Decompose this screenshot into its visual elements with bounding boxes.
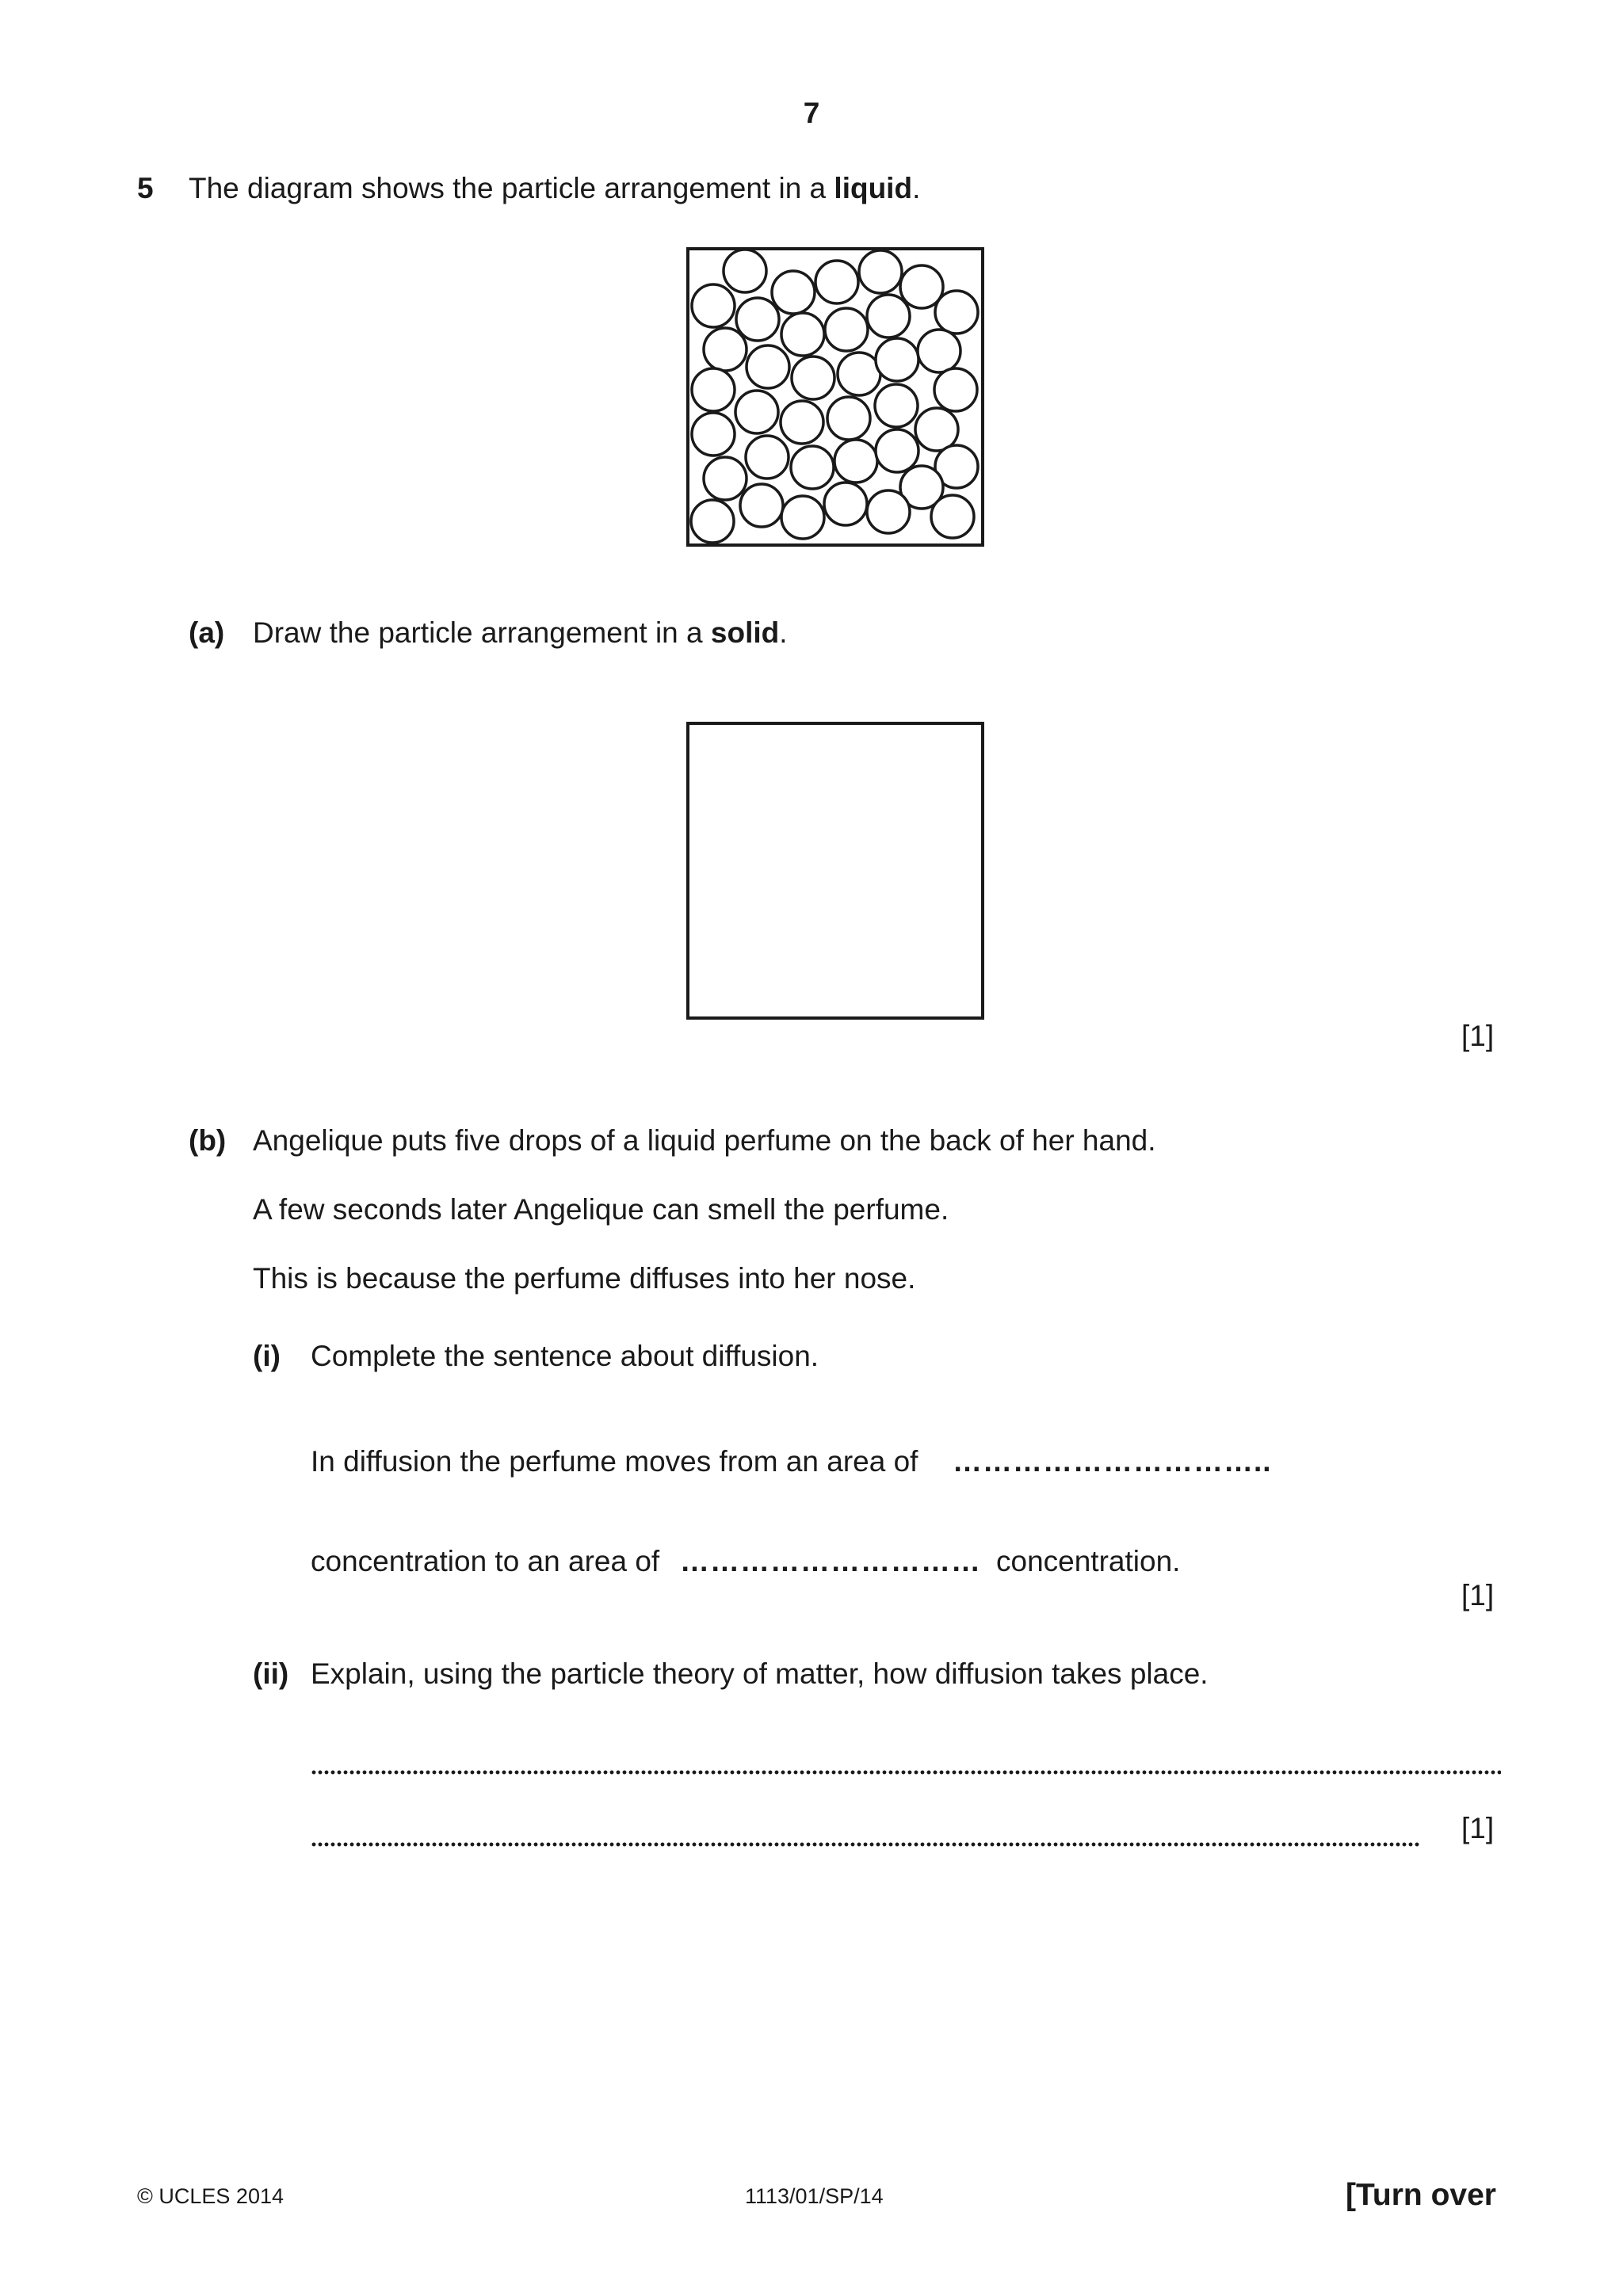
particle (781, 401, 823, 444)
particle (876, 429, 918, 472)
particle (815, 261, 858, 303)
particle (772, 271, 815, 314)
part-a-text-end: . (779, 616, 788, 649)
answer-line-1[interactable] (311, 1770, 1501, 1775)
liquid-particles (686, 247, 984, 547)
stem-text: The diagram shows the particle arrangement in a (189, 172, 834, 204)
particle (867, 295, 910, 338)
turn-over-label: [Turn over (1346, 2178, 1496, 2212)
diffusion-sentence-start: In diffusion the perfume moves from an area of (311, 1445, 918, 1478)
particle (859, 250, 902, 293)
particle (935, 291, 978, 334)
particle (875, 384, 918, 427)
footer-copyright: © UCLES 2014 (137, 2184, 284, 2208)
particle (704, 328, 747, 371)
part-bii-label: (ii) (253, 1657, 289, 1690)
answer-blank-1[interactable]: ………………………….. (953, 1445, 1272, 1478)
particle (876, 338, 918, 381)
particle (692, 413, 735, 456)
part-a-bold-word: solid (710, 616, 780, 649)
particle (834, 440, 877, 482)
diffusion-sentence-mid: concentration to an area of (311, 1545, 660, 1577)
particle (918, 330, 960, 372)
particle (867, 490, 910, 533)
part-b-line3: This is because the perfume diffuses into her nose. (253, 1262, 916, 1295)
liquid-diagram (686, 247, 984, 547)
particle (781, 313, 824, 356)
particle (735, 391, 778, 433)
particle (827, 397, 870, 440)
particle (740, 484, 783, 527)
particle (692, 368, 735, 411)
solid-drawing-box[interactable] (686, 722, 984, 1020)
diffusion-sentence-end: concentration. (996, 1545, 1181, 1577)
particle (746, 436, 789, 479)
answer-blank-2[interactable]: ………………………… (680, 1545, 981, 1577)
particle (824, 482, 867, 525)
stem-end: . (912, 172, 921, 204)
particle (691, 500, 734, 543)
particle (704, 457, 747, 500)
part-bi-label: (i) (253, 1340, 281, 1372)
part-bi-instruction: Complete the sentence about diffusion. (311, 1340, 819, 1372)
particle (934, 368, 977, 411)
particle (724, 250, 766, 292)
part-b-line1: Angelique puts five drops of a liquid perfume on the back of her hand. (253, 1124, 1156, 1157)
page-number: 7 (803, 97, 820, 129)
particle (915, 408, 958, 451)
part-a-text (253, 616, 788, 650)
part-bi-marks: [1] (1461, 1579, 1495, 1611)
particle (781, 496, 824, 539)
footer-paper-code: 1113/01/SP/14 (745, 2184, 884, 2208)
particle (792, 357, 834, 399)
particle (747, 345, 789, 388)
particle (692, 284, 735, 327)
part-bii-instruction: Explain, using the particle theory of matter, how diffusion takes place. (311, 1657, 1209, 1690)
particle (825, 308, 868, 351)
answer-line-2[interactable] (311, 1842, 1420, 1847)
part-a-text-start: Draw the particle arrangement in a (253, 616, 711, 649)
particle (736, 298, 779, 341)
part-b-label: (b) (189, 1124, 227, 1157)
question-number: 5 (137, 172, 154, 204)
part-b-line2: A few seconds later Angelique can smell the perfume. (253, 1193, 949, 1226)
part-a-label: (a) (189, 616, 225, 649)
particle (791, 446, 834, 489)
question-stem (189, 171, 920, 206)
particle (838, 353, 880, 395)
particle (931, 495, 974, 538)
part-bii-marks: [1] (1461, 1812, 1495, 1844)
part-a-marks: [1] (1461, 1020, 1495, 1052)
stem-bold-word: liquid (834, 172, 913, 204)
